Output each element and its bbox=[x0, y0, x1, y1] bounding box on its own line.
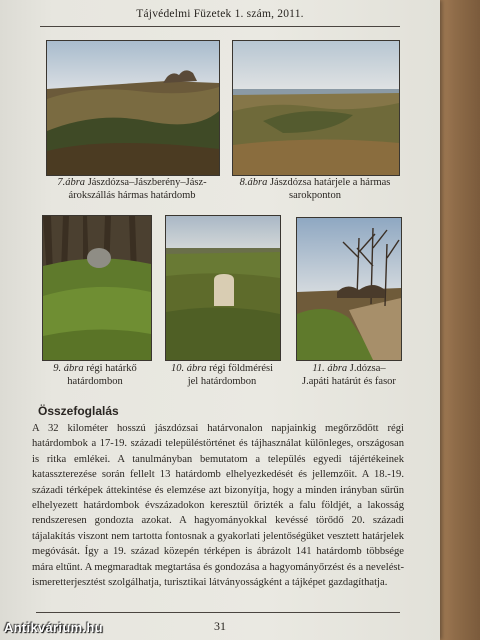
figure-10-number: 10. ábra bbox=[170, 363, 207, 374]
footer-rule bbox=[36, 612, 400, 613]
section-title: Összefoglalás bbox=[38, 404, 119, 418]
summary-paragraph: A 32 kilométer hosszú jászdózsai határvonalon napjainkig megőrződött régi határdombok a 17-19. századi településtörténet és tájhasználat különleges, országosan is ritka emlékei. A tanulmányban bemutatom a település egyedi tájértékeinek katasszterezése során fellelt 13 határdomb elhelyezkedését és jellemzőit. A 18.-19. századi térképek áttekintése és elemzése azt bizonyítja, hogy a minden irányban sűrűn elhelyezett határdombok évszázadokon keresztül őrizték a falu földjét, a lakosság rendszeresen gondozta azokat. A hagyományokkal kevéssé törődő 20. századi tájalakítás viszont nem tartotta fontosnak a gyakorlati jelentőségüket vesztett határjelek megóvását. Így a 19. század közepén térképen is ábrázolt 141 határdomb többsége mára eltűnt. A megmaradtak megtartása és gondozása a hagyományőrzést és a nevelést-ismeretterjesztést szolgálhatja, turisztikai látványosságként a tájképet gazdagíthatja. bbox=[32, 423, 404, 589]
running-header: Tájvédelmi Füzetek 1. szám, 2011. bbox=[136, 8, 304, 20]
figure-9-text: régi határkő bbox=[86, 363, 137, 374]
figure-8-caption bbox=[232, 176, 398, 202]
background-edge bbox=[438, 0, 480, 640]
figure-7-text: Jászdózsa–Jászberény–Jász- bbox=[87, 177, 207, 188]
figure-7-number: 7.ábra bbox=[57, 177, 86, 188]
summary-text bbox=[32, 421, 404, 590]
header-rule bbox=[40, 26, 400, 27]
watermark: Antikvárium.hu bbox=[4, 620, 103, 635]
figure-10-photo bbox=[165, 215, 281, 361]
figure-10-text: régi földmérési bbox=[209, 363, 274, 374]
figure-9-caption bbox=[30, 362, 160, 388]
figure-11-photo bbox=[296, 217, 402, 361]
figure-11-text: J.dózsa– bbox=[349, 363, 386, 374]
figure-8-number: 8.ábra bbox=[239, 177, 268, 188]
figure-9-text-2: határdombon bbox=[67, 376, 123, 387]
figure-9-number: 9. ábra bbox=[53, 363, 84, 374]
figure-11-number: 11. ábra bbox=[312, 363, 348, 374]
figure-8-text: Jászdózsa határjele a hármas bbox=[269, 177, 391, 188]
figure-11-text-2: J.apáti határút és fasor bbox=[302, 376, 396, 387]
figure-11-caption bbox=[290, 362, 408, 388]
figure-10-caption bbox=[158, 362, 286, 388]
figure-7-text-2: árokszállás hármas határdomb bbox=[68, 190, 196, 201]
figure-7-caption bbox=[46, 176, 218, 202]
figure-7-photo bbox=[46, 40, 220, 176]
figure-8-text-2: sarokponton bbox=[289, 190, 341, 201]
figure-9-photo bbox=[42, 215, 152, 361]
page-number: 31 bbox=[214, 619, 226, 633]
figure-10-text-2: jel határdombon bbox=[187, 376, 257, 387]
figure-8-photo bbox=[232, 40, 400, 176]
